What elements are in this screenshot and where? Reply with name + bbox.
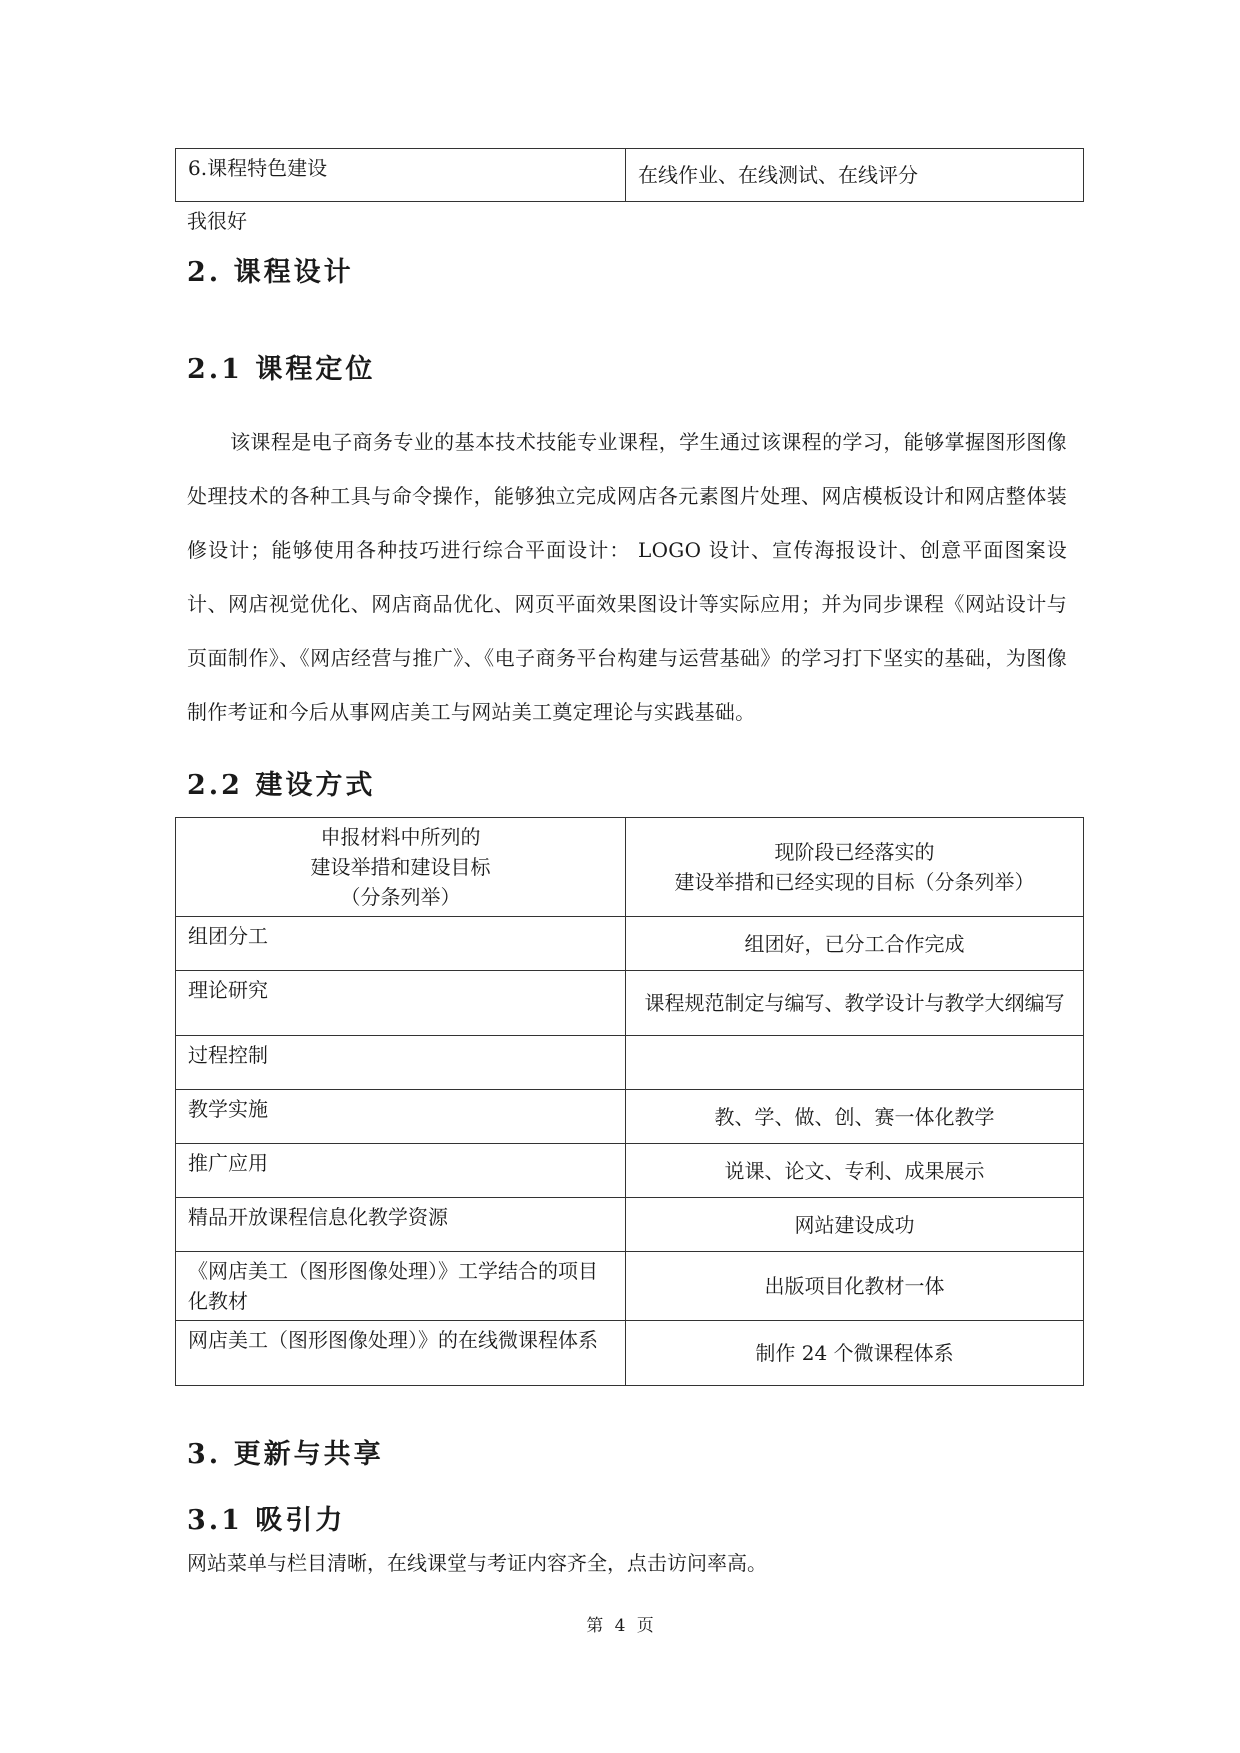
status-cell: 说课、论文、专利、成果展示 bbox=[626, 1144, 1084, 1198]
header-left-line-1: 申报材料中所列的 bbox=[320, 825, 481, 849]
table-row bbox=[176, 917, 1084, 971]
status-cell: 制作 24 个微课程体系 bbox=[626, 1321, 1084, 1386]
table-row bbox=[176, 1036, 1084, 1090]
table-row bbox=[176, 1090, 1084, 1144]
table-row bbox=[176, 1321, 1084, 1386]
header-right-cell bbox=[626, 818, 1084, 917]
table-row bbox=[176, 971, 1084, 1036]
header-right-line-2: 建设举措和已经实现的目标（分条列举） bbox=[674, 870, 1035, 894]
section-2-1-heading: 2.1 课程定位 bbox=[187, 354, 376, 385]
measure-cell: 《网店美工（图形图像处理）》工学结合的项目化教材 bbox=[176, 1252, 626, 1321]
section-2-2-heading: 2.2 建设方式 bbox=[187, 770, 376, 801]
header-right-line-1: 现阶段已经落实的 bbox=[774, 840, 935, 864]
table-row bbox=[176, 1144, 1084, 1198]
header-left-line-2: 建设举措和建设目标 bbox=[310, 855, 491, 879]
attraction-text: 网站菜单与栏目清晰，在线课堂与考证内容齐全，点击访问率高。 bbox=[187, 1551, 767, 1575]
status-cell: 组团好，已分工合作完成 bbox=[626, 917, 1084, 971]
measure-cell: 组团分工 bbox=[176, 917, 626, 971]
header-left-cell bbox=[176, 818, 626, 917]
status-cell: 课程规范制定与编写、教学设计与教学大纲编写 bbox=[626, 971, 1084, 1036]
feature-table bbox=[175, 148, 1084, 202]
status-cell: 网站建设成功 bbox=[626, 1198, 1084, 1252]
construction-table bbox=[175, 817, 1084, 1386]
section-3-1-heading: 3.1 吸引力 bbox=[187, 1505, 346, 1536]
feature-label-cell: 6.课程特色建设 bbox=[176, 149, 626, 202]
status-cell: 教、学、做、创、赛一体化教学 bbox=[626, 1090, 1084, 1144]
section-3-heading: 3. 更新与共享 bbox=[187, 1439, 384, 1470]
table-row bbox=[176, 149, 1084, 202]
measure-cell: 理论研究 bbox=[176, 971, 626, 1036]
status-cell bbox=[626, 1036, 1084, 1090]
measure-cell: 过程控制 bbox=[176, 1036, 626, 1090]
course-positioning-paragraph: 该课程是电子商务专业的基本技术技能专业课程，学生通过该课程的学习，能够掌握图形图像处理技术的各种工具与命令操作，能够独立完成网店各元素图片处理、网店模板设计和网店整体装修设计；能够使用各种技巧进行综合平面设计： LOGO 设计、宣传海报设计、创意平面图案设计、网店视觉优化、网店商品优化、网页平面效果图设计等实际应用；并为同步课程《网站设计与页面制作》、《网店经营与推广》、《电子商务平台构建与运营基础》的学习打下坚实的基础，为图像制作考证和今后从事网店美工与网站美工奠定理论与实践基础。 bbox=[187, 430, 1067, 724]
measure-cell: 推广应用 bbox=[176, 1144, 626, 1198]
feature-value-cell: 在线作业、在线测试、在线评分 bbox=[626, 149, 1084, 202]
table-row bbox=[176, 1198, 1084, 1252]
status-cell: 出版项目化教材一体 bbox=[626, 1252, 1084, 1321]
section-2-heading: 2. 课程设计 bbox=[187, 257, 354, 288]
measure-cell: 教学实施 bbox=[176, 1090, 626, 1144]
measure-cell: 网店美工（图形图像处理）》的在线微课程体系 bbox=[176, 1321, 626, 1386]
header-left-line-3: （分条列举） bbox=[340, 885, 461, 909]
note-text: 我很好 bbox=[187, 209, 247, 233]
measure-cell: 精品开放课程信息化教学资源 bbox=[176, 1198, 626, 1252]
page-number: 第 4 页 bbox=[586, 1616, 654, 1636]
table-header-row bbox=[176, 818, 1084, 917]
table-row bbox=[176, 1252, 1084, 1321]
